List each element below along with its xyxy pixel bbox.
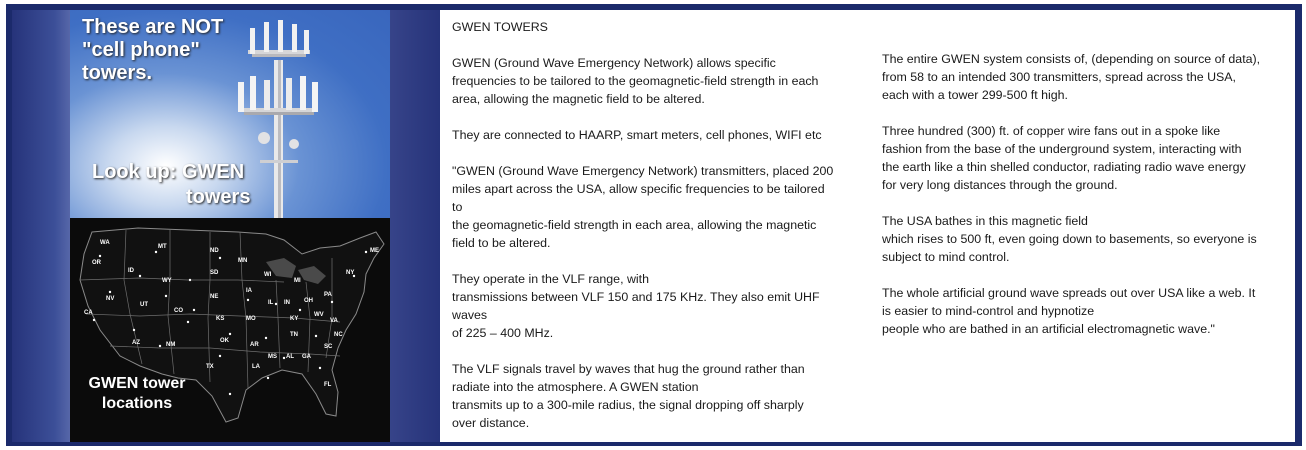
article-paragraph: They are connected to HAARP, smart meters, cell phones, WIFI etc bbox=[452, 128, 822, 142]
svg-text:KY: KY bbox=[290, 316, 299, 322]
svg-text:AZ: AZ bbox=[132, 340, 140, 346]
svg-text:VA: VA bbox=[330, 318, 338, 324]
svg-text:LA: LA bbox=[252, 364, 260, 370]
poster-panel bbox=[12, 10, 440, 442]
svg-text:CA: CA bbox=[84, 310, 93, 316]
svg-text:MI: MI bbox=[294, 278, 301, 284]
svg-text:IL: IL bbox=[268, 300, 274, 306]
svg-text:FL: FL bbox=[324, 382, 332, 388]
svg-text:SC: SC bbox=[324, 344, 333, 350]
svg-text:AR: AR bbox=[250, 342, 259, 348]
map-caption bbox=[82, 374, 192, 414]
svg-text:OR: OR bbox=[92, 260, 101, 266]
svg-text:NV: NV bbox=[106, 296, 115, 302]
svg-text:WA: WA bbox=[100, 240, 110, 246]
article-paragraph: The entire GWEN system consists of, (depending on source of data), from 58 to an intended 300 transmitters, spread across the USA, each with a tower 299-500 ft high. bbox=[882, 52, 1261, 102]
svg-text:AL: AL bbox=[286, 354, 294, 360]
poster-headline: These are NOT "cell phone" towers. bbox=[82, 16, 224, 84]
svg-text:UT: UT bbox=[140, 302, 148, 308]
svg-text:NM: NM bbox=[166, 342, 176, 348]
svg-text:NC: NC bbox=[334, 332, 343, 338]
svg-text:MT: MT bbox=[158, 244, 167, 250]
article-left-column bbox=[452, 18, 862, 450]
article-paragraph: "GWEN (Ground Wave Emergency Network) transmitters, placed 200 miles apart across the USA, allow specific frequencies to be tailored to the geomagnetic-field strength in each area, allowing the magnetic field to be altered. bbox=[452, 164, 834, 250]
svg-text:ID: ID bbox=[128, 268, 134, 274]
image-frame bbox=[6, 4, 1302, 446]
article-paragraph: The USA bathes in this magnetic field which rises to 500 ft, even going down to basements, so everyone is subject to mind control. bbox=[882, 214, 1257, 264]
svg-text:ND: ND bbox=[210, 248, 219, 254]
article-title: GWEN TOWERS bbox=[452, 20, 548, 34]
svg-text:IA: IA bbox=[246, 288, 252, 294]
svg-text:MS: MS bbox=[268, 354, 277, 360]
article-paragraph: The VLF signals travel by waves that hug the ground rather than radiate into the atmosphere. A GWEN station transmits up to a 300-mile radius, the signal dropping off sharply over distance. bbox=[452, 362, 805, 430]
svg-text:WI: WI bbox=[264, 272, 272, 278]
svg-text:GA: GA bbox=[302, 354, 311, 360]
svg-text:SD: SD bbox=[210, 270, 219, 276]
svg-text:NY: NY bbox=[346, 270, 355, 276]
article-panel bbox=[440, 10, 1295, 442]
svg-text:TN: TN bbox=[290, 332, 298, 338]
svg-text:CO: CO bbox=[174, 308, 183, 314]
article-paragraph: Three hundred (300) ft. of copper wire fans out in a spoke like fashion from the base of the underground system, interacting with the earth like a thin shelled conductor, radiating radio wave energy for very long distances through the ground. bbox=[882, 124, 1246, 192]
svg-text:WY: WY bbox=[162, 278, 172, 284]
article-paragraph: They operate in the VLF range, with transmissions between VLF 150 and 175 KHz. They also emit UHF waves of 225 – 400 MHz. bbox=[452, 272, 820, 340]
svg-text:KS: KS bbox=[216, 316, 225, 322]
article-paragraph: The whole artificial ground wave spreads out over USA like a web. It is easier to mind-control and hypnotize people who are bathed in an artificial electromagnetic wave." bbox=[882, 286, 1256, 336]
poster-lookup-text bbox=[92, 160, 262, 210]
svg-text:ME: ME bbox=[370, 248, 379, 254]
tower-photo bbox=[70, 10, 390, 218]
lookup-line-2: towers bbox=[186, 186, 251, 208]
svg-text:WV: WV bbox=[314, 312, 324, 318]
svg-text:OH: OH bbox=[304, 298, 313, 304]
lookup-line-1: Look up: GWEN bbox=[92, 161, 245, 183]
map-caption-line-1: GWEN tower bbox=[88, 375, 186, 392]
svg-text:MO: MO bbox=[246, 316, 256, 322]
svg-text:NE: NE bbox=[210, 294, 219, 300]
article-right-column bbox=[882, 50, 1287, 356]
svg-text:MN: MN bbox=[238, 258, 248, 264]
poster-image bbox=[70, 10, 390, 442]
usa-tower-map bbox=[70, 218, 390, 442]
svg-text:OK: OK bbox=[220, 338, 229, 344]
map-caption-line-2: locations bbox=[101, 395, 173, 412]
svg-text:IN: IN bbox=[284, 300, 290, 306]
svg-text:TX: TX bbox=[206, 364, 214, 370]
svg-text:PA: PA bbox=[324, 292, 332, 298]
article-paragraph: GWEN (Ground Wave Emergency Network) allows specific frequencies to be tailored to the geomagnetic-field strength in each area, allowing the magnetic field to be altered. bbox=[452, 56, 819, 106]
